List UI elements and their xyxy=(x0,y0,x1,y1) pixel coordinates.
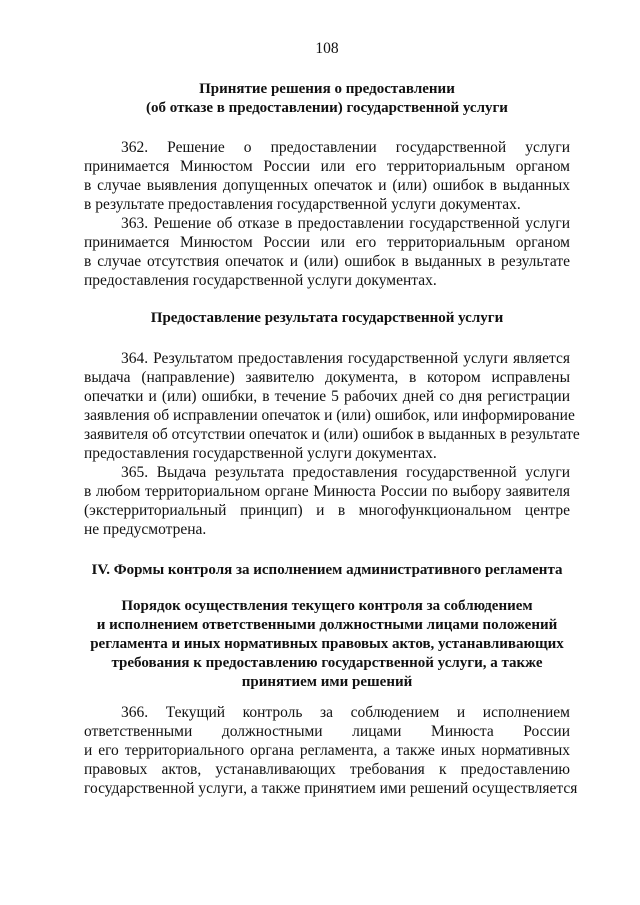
heading-line: Порядок осуществления текущего контроля за соблюдением xyxy=(121,598,533,614)
text-line: предоставления государственной услуги документах. xyxy=(84,272,437,289)
text-line: 363. Решение об отказе в предоставлении государственной услуги xyxy=(121,215,570,232)
text-line: принимается Минюстом России или его территориальным органом xyxy=(84,158,570,175)
text-line: 362. Решение о предоставлении государственной услуги xyxy=(121,139,570,156)
heading-section-iv xyxy=(84,561,570,580)
text-line: опечатки и (или) ошибки, в течение 5 рабочих дней со дня регистрации xyxy=(84,388,570,405)
text-line: 366. Текущий контроль за соблюдением и исполнением xyxy=(121,704,570,721)
text-line: (экстерриториальный принцип) и в многофункциональном центре xyxy=(84,502,570,519)
page-number: 108 xyxy=(315,40,339,57)
heading-current-control xyxy=(84,597,570,692)
text-line: в случае отсутствия опечаток и (или) ошибок в выданных в результате xyxy=(84,253,570,270)
text-line: и его территориального органа регламента, а также иных нормативных xyxy=(84,742,570,759)
text-line: в результате предоставления государственной услуги документах. xyxy=(84,196,521,213)
text-line: ответственными должностными лицами Минюста России xyxy=(84,723,570,740)
text-line: принимается Минюстом России или его территориальным органом xyxy=(84,234,570,251)
text-line: правовых актов, устанавливающих требования к предоставлению xyxy=(84,761,570,778)
heading-line: регламента и иных нормативных правовых актов, устанавливающих xyxy=(90,636,564,652)
paragraph-365 xyxy=(84,463,570,539)
paragraph-362 xyxy=(84,138,570,214)
text-line: в любом территориальном органе Минюста России по выбору заявителя xyxy=(84,483,570,500)
paragraph-363 xyxy=(84,214,570,290)
heading-line: (об отказе в предоставлении) государственной услуги xyxy=(146,100,508,116)
heading-line: IV. Формы контроля за исполнением административного регламента xyxy=(91,562,563,578)
text-line: в случае выявления допущенных опечаток и (или) ошибок в выданных xyxy=(84,177,570,194)
heading-decision xyxy=(84,80,570,118)
heading-line: Принятие решения о предоставлении xyxy=(199,81,455,97)
text-line: заявителя об отсутствии опечаток и (или) ошибок в выданных в результате xyxy=(84,426,580,443)
text-line: предоставления государственной услуги документах. xyxy=(84,445,437,462)
heading-line: и исполнением ответственными должностными лицами положений xyxy=(96,617,558,633)
heading-line: принятием ими решений xyxy=(241,674,413,690)
heading-line: требования к предоставлению государственной услуги, а также xyxy=(111,655,543,671)
text-line: заявления об исправлении опечаток и (или) ошибок, или информирование xyxy=(84,407,575,424)
heading-line: Предоставление результата государственной услуги xyxy=(150,310,504,326)
paragraph-366 xyxy=(84,703,578,798)
text-line: выдача (направление) заявителю документа, в котором исправлены xyxy=(84,369,570,386)
text-line: не предусмотрена. xyxy=(84,521,207,538)
heading-result xyxy=(84,309,570,328)
text-line: государственной услуги, а также принятием ими решений осуществляется xyxy=(84,780,578,797)
paragraph-364 xyxy=(84,349,580,463)
text-line: 365. Выдача результата предоставления государственной услуги xyxy=(121,464,570,481)
text-line: 364. Результатом предоставления государственной услуги является xyxy=(121,350,570,367)
